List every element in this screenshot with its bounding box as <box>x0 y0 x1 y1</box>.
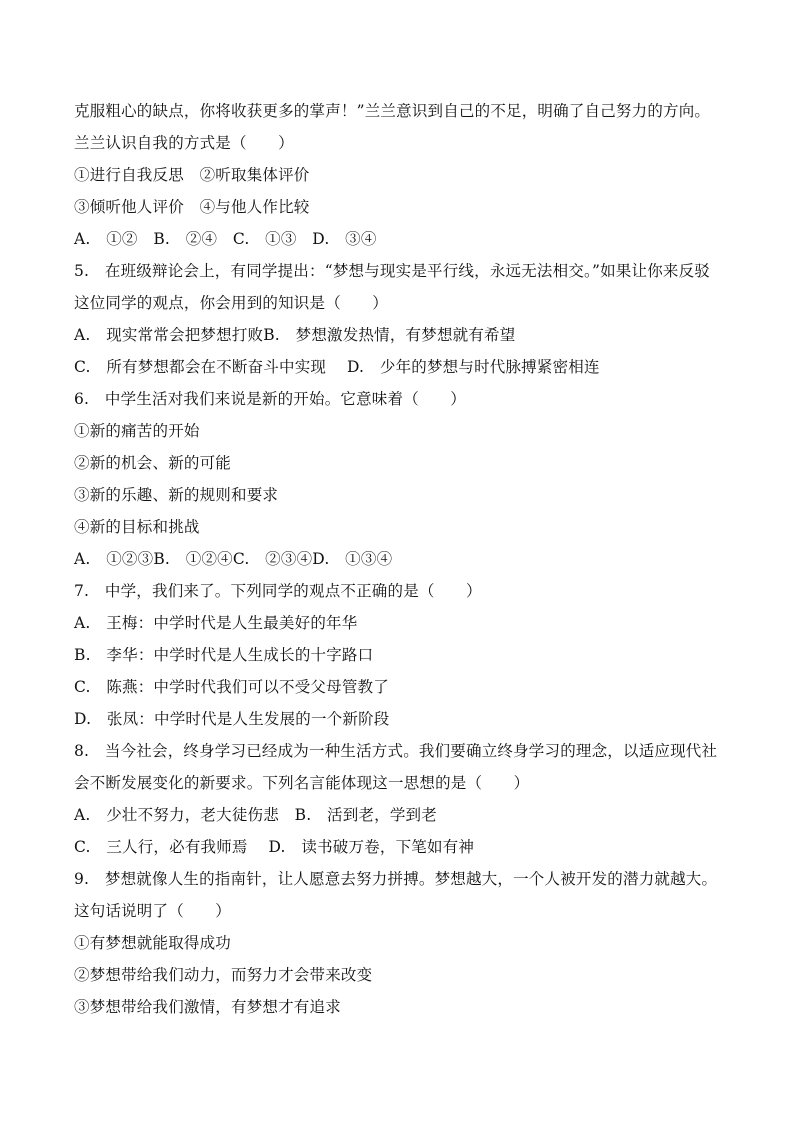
text-line-23: A. 少壮不努力，老大徒伤悲 B. 活到老，学到老 <box>74 806 437 824</box>
text-line-19: C. 陈燕：中学时代我们可以不受父母管教了 <box>74 678 389 696</box>
text-line-18: B. 李华：中学时代是人生成长的十字路口 <box>74 646 374 664</box>
text-line-14: ④新的目标和挑战 <box>74 518 200 536</box>
text-line-3: ①进行自我反思 ②听取集体评价 <box>74 166 310 184</box>
text-line-2: 兰兰认识自我的方式是（ ） <box>74 134 294 152</box>
text-line-7: 这位同学的观点，你会用到的知识是（ ） <box>74 294 389 312</box>
text-line-20: D. 张凤：中学时代是人生发展的一个新阶段 <box>74 710 390 728</box>
text-line-6: 5. 在班级辩论会上，有同学提出：“梦想与现实是平行线，永远无法相交。”如果让你来反驳 <box>74 262 710 280</box>
text-line-22: 会不断发展变化的新要求。下列名言能体现这一思想的是（ ） <box>74 774 530 792</box>
text-line-29: ③梦想带给我们激情，有梦想才有追求 <box>74 998 341 1016</box>
text-line-28: ②梦想带给我们动力，而努力才会带来改变 <box>74 966 373 984</box>
text-line-17: A. 王梅：中学时代是人生最美好的年华 <box>74 614 358 632</box>
text-line-15: A. ①②③B. ①②④C. ②③④D. ①③④ <box>74 550 393 568</box>
text-line-24: C. 三人行，必有我师焉 D. 读书破万卷，下笔如有神 <box>74 838 475 856</box>
text-line-25: 9. 梦想就像人生的指南针，让人愿意去努力拼搏。梦想越大，一个人被开发的潜力就越大。 <box>74 870 718 888</box>
text-line-21: 8. 当今社会，终身学习已经成为一种生活方式。我们要确立终身学习的理念，以适应现代社 <box>74 742 718 760</box>
text-line-9: C. 所有梦想都会在不断奋斗中实现 D. 少年的梦想与时代脉搏紧密相连 <box>74 358 600 376</box>
text-line-10: 6. 中学生活对我们来说是新的开始。它意味着（ ） <box>74 390 466 408</box>
text-line-11: ①新的痛苦的开始 <box>74 422 200 440</box>
text-line-16: 7. 中学，我们来了。下列同学的观点不正确的是（ ） <box>74 582 482 600</box>
text-line-5: A. ①② B. ②④ C. ①③ D. ③④ <box>74 230 377 248</box>
text-line-26: 这句话说明了（ ） <box>74 902 232 920</box>
text-line-8: A. 现实常常会把梦想打败B. 梦想激发热情，有梦想就有希望 <box>74 326 516 344</box>
text-line-1: 克服粗心的缺点，你将收获更多的掌声！”兰兰意识到自己的不足，明确了自己努力的方向。 <box>74 102 711 120</box>
text-line-4: ③倾听他人评价 ④与他人作比较 <box>74 198 310 216</box>
text-line-12: ②新的机会、新的可能 <box>74 454 232 472</box>
text-line-13: ③新的乐趣、新的规则和要求 <box>74 486 279 504</box>
text-line-27: ①有梦想就能取得成功 <box>74 934 232 952</box>
